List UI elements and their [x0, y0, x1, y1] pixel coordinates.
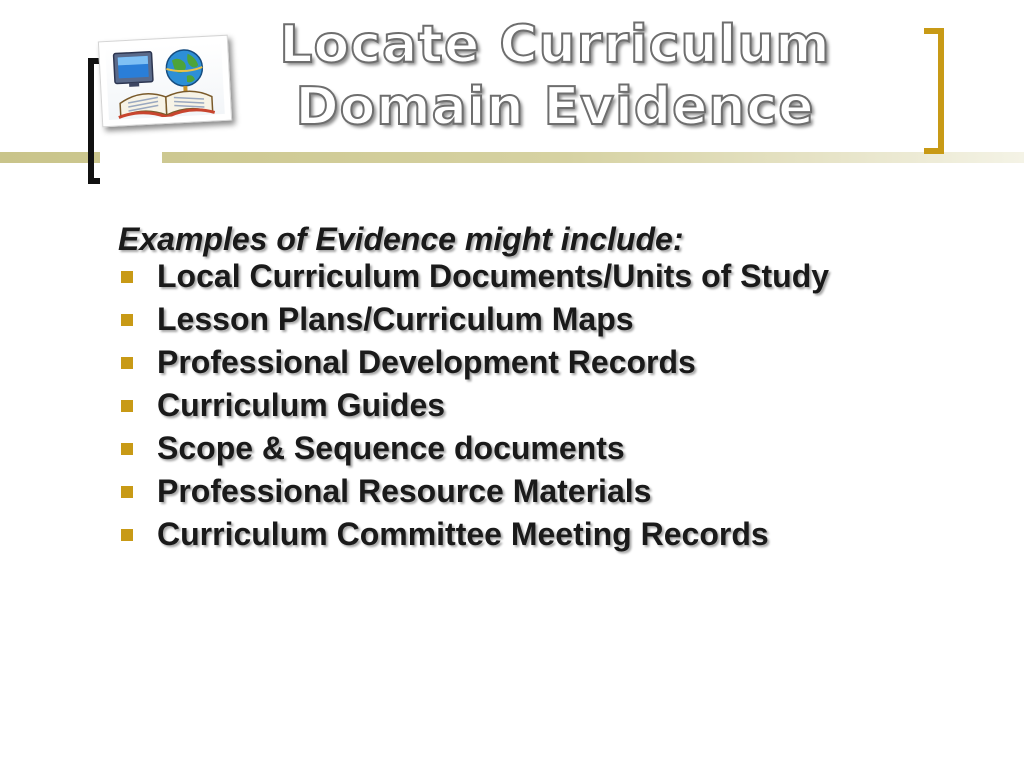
list-item-label: Local Curriculum Documents/Units of Study: [157, 258, 830, 294]
square-bullet-icon: [121, 486, 133, 498]
list-item: [118, 388, 918, 422]
left-bracket: [88, 58, 100, 184]
list-item: [118, 345, 918, 379]
square-bullet-icon: [121, 400, 133, 412]
intro-text: Examples of Evidence might include:: [118, 221, 684, 257]
slide-title: [160, 14, 950, 138]
list-item: [118, 259, 918, 293]
list-item: [118, 302, 918, 336]
square-bullet-icon: [121, 529, 133, 541]
list-item-label: Curriculum Guides: [157, 387, 446, 423]
evidence-list: [118, 259, 918, 551]
list-item-label: Scope & Sequence documents: [157, 430, 625, 466]
slide-body: [118, 220, 918, 560]
list-item: [118, 431, 918, 465]
list-item: [118, 474, 918, 508]
title-line-1: Locate Curriculum: [279, 15, 831, 75]
list-item: [118, 517, 918, 551]
square-bullet-icon: [121, 271, 133, 283]
rule-gap: [100, 152, 162, 163]
square-bullet-icon: [121, 443, 133, 455]
list-item-label: Professional Development Records: [157, 344, 696, 380]
square-bullet-icon: [121, 357, 133, 369]
square-bullet-icon: [121, 314, 133, 326]
list-item-label: Curriculum Committee Meeting Records: [157, 516, 769, 552]
list-item-label: Professional Resource Materials: [157, 473, 652, 509]
list-item-label: Lesson Plans/Curriculum Maps: [157, 301, 634, 337]
title-line-2: Domain Evidence: [295, 77, 815, 137]
